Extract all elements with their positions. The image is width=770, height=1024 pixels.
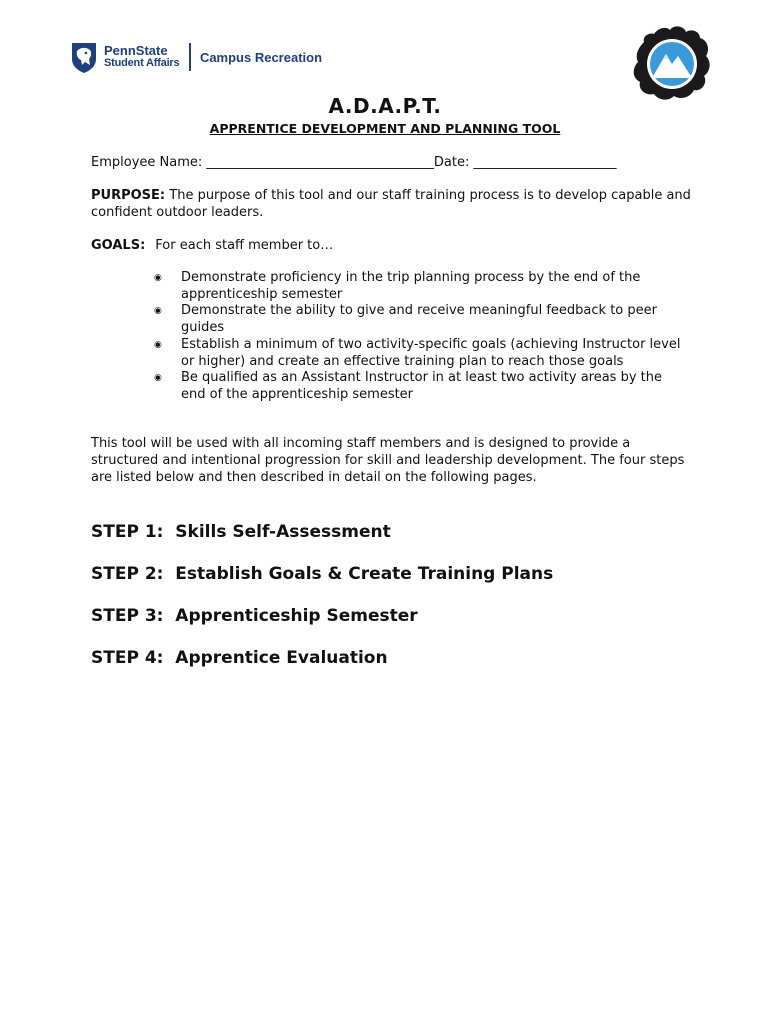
list-item: ◉ Demonstrate the ability to give and receive meaningful feedback to peer guides: [150, 303, 690, 336]
step-4-heading: STEP 4: Apprentice Evaluation: [91, 648, 388, 668]
penn-state-logo: [70, 40, 322, 74]
brand-unit: Student Affairs: [104, 57, 180, 69]
list-item: ◉ Establish a minimum of two activity-specific goals (achieving Instructor level or higher) and create an effective training plan to reach those goals: [150, 337, 690, 370]
step-2-heading: STEP 2: Establish Goals & Create Training Plans: [91, 564, 554, 584]
outdoor-program-badge-icon: [630, 24, 714, 102]
document-title: A.D.A.P.T.: [328, 94, 442, 118]
document-subtitle: APPRENTICE DEVELOPMENT AND PLANNING TOOL: [209, 121, 561, 136]
intro-paragraph: This tool will be used with all incoming staff members and is designed to provide a structured and intentional progression for skill and leadership development. The four steps are listed below and then described in detail on the following pages.: [91, 436, 685, 485]
goals-list: [150, 270, 690, 404]
list-item: ◉ Be qualified as an Assistant Instructor in at least two activity areas by the end of the apprenticeship semester: [150, 370, 690, 403]
goals-section: [91, 237, 691, 254]
purpose-text: The purpose of this tool and our staff training process is to develop capable and confident outdoor leaders.: [91, 188, 691, 220]
step-1-heading: STEP 1: Skills Self-Assessment: [91, 522, 391, 542]
list-item: ◉ Demonstrate proficiency in the trip planning process by the end of the apprenticeship semester: [150, 270, 690, 303]
brand-divider: [189, 43, 191, 71]
purpose-section: [91, 187, 691, 221]
brand-text: [104, 44, 179, 70]
step-3-heading: STEP 3: Apprenticeship Semester: [91, 606, 418, 626]
goals-label: GOALS:: [91, 238, 146, 253]
brand-name: PennState: [104, 43, 168, 58]
department-name: Campus Recreation: [199, 49, 323, 65]
goals-intro: For each staff member to…: [155, 238, 334, 253]
purpose-label: PURPOSE:: [91, 188, 166, 203]
employee-name-date-line: Employee Name: ___________________________________Date: ______________________: [91, 155, 617, 170]
nittany-lion-shield-icon: [70, 41, 98, 74]
